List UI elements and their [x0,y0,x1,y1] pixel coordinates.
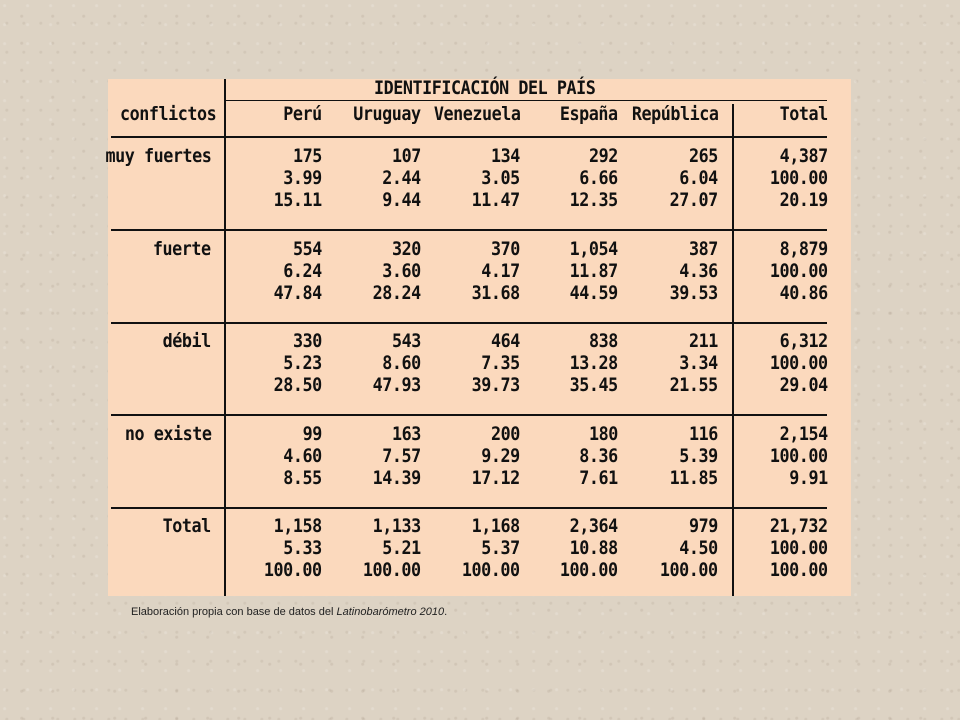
table-cell: 100.00 [770,445,828,467]
row-rule [226,507,827,509]
row-header: conflictos [120,103,217,125]
table-cell: 35.45 [569,374,618,396]
table-cell: 979 [689,515,718,537]
table-cell: 292 [589,145,618,167]
table-cell: 21,732 [770,515,828,537]
table-cell: 9.44 [382,189,421,211]
table-cell: 40.86 [779,282,828,304]
row-rule [111,507,224,509]
row-label: muy fuertes [105,145,211,167]
column-header: República [631,103,718,125]
row-rule [111,229,224,231]
column-header: Uruguay [353,103,421,125]
table-cell: 28.24 [372,282,421,304]
column-header: Perú [283,103,322,125]
table-cell: 9.29 [481,445,520,467]
table-cell: 3.60 [382,260,421,282]
table-cell: 7.35 [481,352,520,374]
table-cell: 31.68 [471,282,520,304]
table-cell: 320 [392,238,421,260]
column-header: Total [779,103,828,125]
table-cell: 265 [689,145,718,167]
table-cell: 39.73 [471,374,520,396]
table-cell: 1,054 [569,238,618,260]
table-cell: 163 [392,423,421,445]
table-cell: 47.84 [273,282,322,304]
table-cell: 3.05 [481,167,520,189]
table-cell: 100.00 [560,559,618,581]
table-cell: 3.34 [679,352,718,374]
table-cell: 6.24 [283,260,322,282]
table-cell: 28.50 [273,374,322,396]
table-cell: 1,158 [273,515,322,537]
table-cell: 15.11 [273,189,322,211]
table-cell: 13.28 [569,352,618,374]
table-cell: 100.00 [363,559,421,581]
row-rule [226,414,827,416]
table-cell: 11.87 [569,260,618,282]
table-cell: 2,154 [779,423,828,445]
row-rule [226,229,827,231]
table-cell: 200 [491,423,520,445]
table-cell: 100.00 [770,260,828,282]
footnote-text: Elaboración propia con base de datos del [131,606,337,618]
table-cell: 5.33 [283,537,322,559]
footnote-source: Latinobarómetro 2010 [336,606,445,618]
header-rule [226,136,827,138]
table-cell: 6.66 [579,167,618,189]
table-cell: 7.57 [382,445,421,467]
table-cell: 14.39 [372,467,421,489]
table-cell: 330 [293,330,322,352]
table-cell: 27.07 [669,189,718,211]
column-header: España [560,103,618,125]
table-cell: 107 [392,145,421,167]
table-cell: 175 [293,145,322,167]
table-cell: 543 [392,330,421,352]
row-label: Total [162,515,211,537]
row-rule [111,414,224,416]
table-cell: 387 [689,238,718,260]
table-cell: 100.00 [770,559,828,581]
table-cell: 116 [689,423,718,445]
table-cell: 4.60 [283,445,322,467]
table-cell: 7.61 [579,467,618,489]
table-cell: 5.39 [679,445,718,467]
table-cell: 29.04 [779,374,828,396]
table-cell: 100.00 [770,537,828,559]
table-cell: 9.91 [789,467,828,489]
table-cell: 100.00 [462,559,520,581]
table-cell: 20.19 [779,189,828,211]
table-cell: 8.60 [382,352,421,374]
table-cell: 8.55 [283,467,322,489]
title-rule [226,100,827,101]
table-cell: 4.36 [679,260,718,282]
table-cell: 4,387 [779,145,828,167]
table-cell: 10.88 [569,537,618,559]
table-cell: 99 [302,423,322,445]
table-cell: 2.44 [382,167,421,189]
table-cell: 6.04 [679,167,718,189]
table-cell: 12.35 [569,189,618,211]
table-cell: 100.00 [264,559,322,581]
table-cell: 8,879 [779,238,828,260]
table-cell: 100.00 [660,559,718,581]
column-header: Venezuela [433,103,520,125]
table-cell: 17.12 [471,467,520,489]
table-cell: 100.00 [770,352,828,374]
table-cell: 134 [491,145,520,167]
table-cell: 100.00 [770,167,828,189]
row-label: fuerte [153,238,211,260]
table-cell: 5.23 [283,352,322,374]
vertical-divider-stub [224,79,226,596]
table-cell: 5.21 [382,537,421,559]
table-cell: 8.36 [579,445,618,467]
table-cell: 370 [491,238,520,260]
table-cell: 2,364 [569,515,618,537]
table-cell: 39.53 [669,282,718,304]
table-cell: 1,133 [372,515,421,537]
header-rule [111,136,224,138]
table-cell: 4.50 [679,537,718,559]
table-cell: 3.99 [283,167,322,189]
table-cell: 211 [689,330,718,352]
crosstab-panel [105,77,851,596]
table-cell: 4.17 [481,260,520,282]
table-cell: 11.47 [471,189,520,211]
table-cell: 464 [491,330,520,352]
table-title: IDENTIFICACIÓN DEL PAÍS [374,77,596,99]
table-cell: 554 [293,238,322,260]
table-cell: 1,168 [471,515,520,537]
table-cell: 21.55 [669,374,718,396]
table-cell: 47.93 [372,374,421,396]
row-rule [111,322,224,324]
row-rule [226,322,827,324]
table-cell: 11.85 [669,467,718,489]
table-cell: 5.37 [481,537,520,559]
table-cell: 44.59 [569,282,618,304]
footnote-suffix: . [444,606,448,618]
table-cell: 838 [589,330,618,352]
row-label: no existe [124,423,211,445]
footnote [131,606,447,618]
table-cell: 6,312 [779,330,828,352]
row-label: débil [162,330,211,352]
vertical-divider-total [732,104,734,596]
table-cell: 180 [589,423,618,445]
